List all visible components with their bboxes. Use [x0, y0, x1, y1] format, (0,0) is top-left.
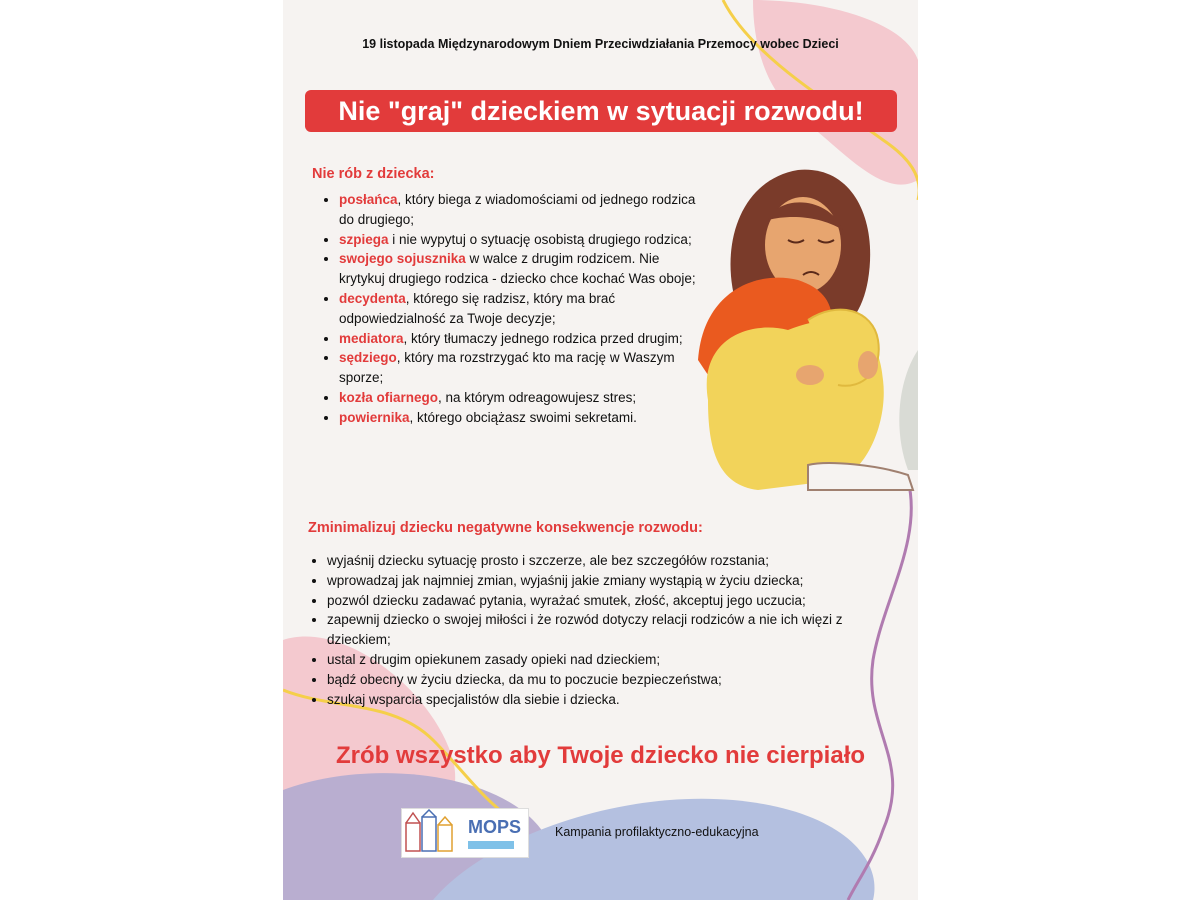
sad-girl-illustration [678, 160, 918, 500]
list-item: • bądź obecny w życiu dziecka, da mu to poczucie bezpieczeństwa; [327, 670, 907, 690]
list-item: • posłańca, który biega z wiadomościami od jednego rodzica do drugiego; [339, 190, 699, 230]
list-item: • szukaj wsparcia specjalistów dla siebie i dziecka. [327, 690, 907, 710]
section2-heading: Zminimalizuj dziecku negatywne konsekwencje rozwodu: [308, 520, 703, 536]
section1-heading: Nie rób z dziecka: [312, 166, 435, 182]
mops-logo [401, 808, 529, 858]
list-item: • szpiega i nie wypytuj o sytuację osobistą drugiego rodzica; [339, 230, 699, 250]
list-item: • wprowadzaj jak najmniej zmian, wyjaśnij jakie zmiany wystąpią w życiu dziecka; [327, 571, 907, 591]
poster [283, 0, 918, 900]
logo-text: MOPS [468, 817, 522, 837]
list-item: • powiernika, którego obciążasz swoimi sekretami. [339, 408, 699, 428]
logo-underline [468, 841, 514, 849]
advice-list [313, 551, 907, 709]
list-item: • sędziego, który ma rozstrzygać kto ma rację w Waszym sporze; [339, 348, 699, 388]
list-item: • wyjaśnij dziecku sytuację prosto i szczerze, ale bez szczegółów rozstania; [327, 551, 907, 571]
list-item: • kozła ofiarnego, na którym odreagowujesz stres; [339, 388, 699, 408]
list-item: • ustal z drugim opiekunem zasady opieki nad dzieckiem; [327, 650, 907, 670]
list-item: • pozwól dziecku zadawać pytania, wyrażać smutek, złość, akceptuj jego uczucia; [327, 591, 907, 611]
list-item: • decydenta, którego się radzisz, który ma brać odpowiedzialność za Twoje decyzje; [339, 289, 699, 329]
campaign-label: Kampania profilaktyczno-edukacyjna [555, 825, 759, 839]
buildings-icon [402, 809, 462, 855]
list-item: • mediatora, który tłumaczy jednego rodzica przed drugim; [339, 329, 699, 349]
campaign-date-line: 19 listopada Międzynarodowym Dniem Przeciwdziałania Przemocy wobec Dzieci [362, 37, 839, 51]
dont-list [325, 190, 699, 428]
title-banner: Nie "graj" dzieckiem w sytuacji rozwodu! [305, 90, 897, 132]
list-item: • swojego sojusznika w walce z drugim rodzicem. Nie krytykuj drugiego rodzica - dziecko chce kochać Was oboje; [339, 249, 699, 289]
list-item: • zapewnij dziecko o swojej miłości i że rozwód dotyczy relacji rodziców a nie ich więzi z dzieckiem; [327, 610, 907, 650]
footer-slogan: Zrób wszystko aby Twoje dziecko nie cierpiało [335, 742, 866, 769]
